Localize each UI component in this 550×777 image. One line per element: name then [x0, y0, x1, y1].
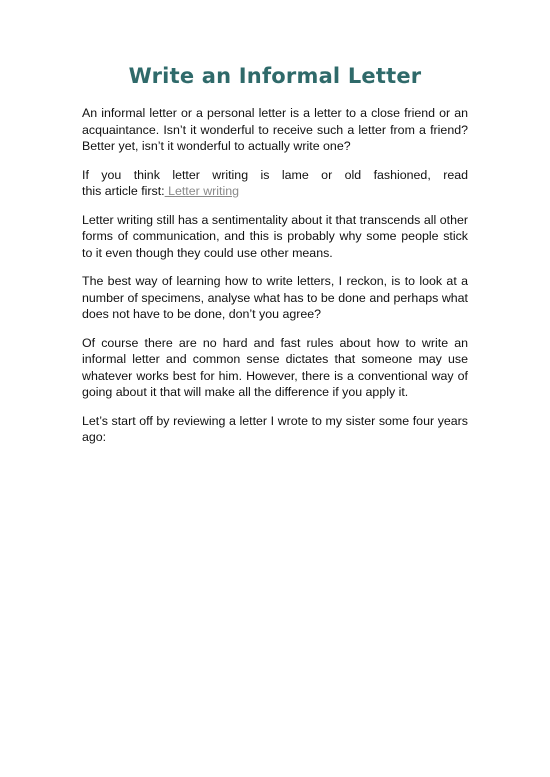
document-body — [82, 105, 468, 458]
paragraph-article-line2-prefix: this article first: — [82, 184, 165, 198]
paragraph-article-line1: If you think letter writing is lame or old fashioned, read — [82, 167, 468, 182]
paragraph-rules: Of course there are no hard and fast rules about how to write an informal letter and common sense dictates that someone may use whatever works best for him. However, there is a conventional way of going about it that will make all the difference if you apply it. — [82, 335, 468, 399]
page-title: Write an Informal Letter — [128, 64, 422, 88]
paragraph-article-reference — [82, 167, 468, 200]
paragraph-learning: The best way of learning how to write letters, I reckon, is to look at a number of specimens, analyse what has to be done and perhaps what does not have to be done, don’t you agree? — [82, 274, 468, 321]
letter-writing-link[interactable]: Letter writing — [164, 184, 239, 198]
paragraph-intro: An informal letter or a personal letter is a letter to a close friend or an acquaintance. Isn’t it wonderful to receive such a letter from a friend? Better yet, isn’t it wonderful to actually write one? — [82, 106, 468, 153]
paragraph-review: Let’s start off by reviewing a letter I wrote to my sister some four years ago: — [82, 413, 468, 444]
paragraph-sentimentality: Letter writing still has a sentimentality about it that transcends all other forms of communication, and this is probably why some people stick to it even though they could use other means. — [82, 212, 468, 260]
